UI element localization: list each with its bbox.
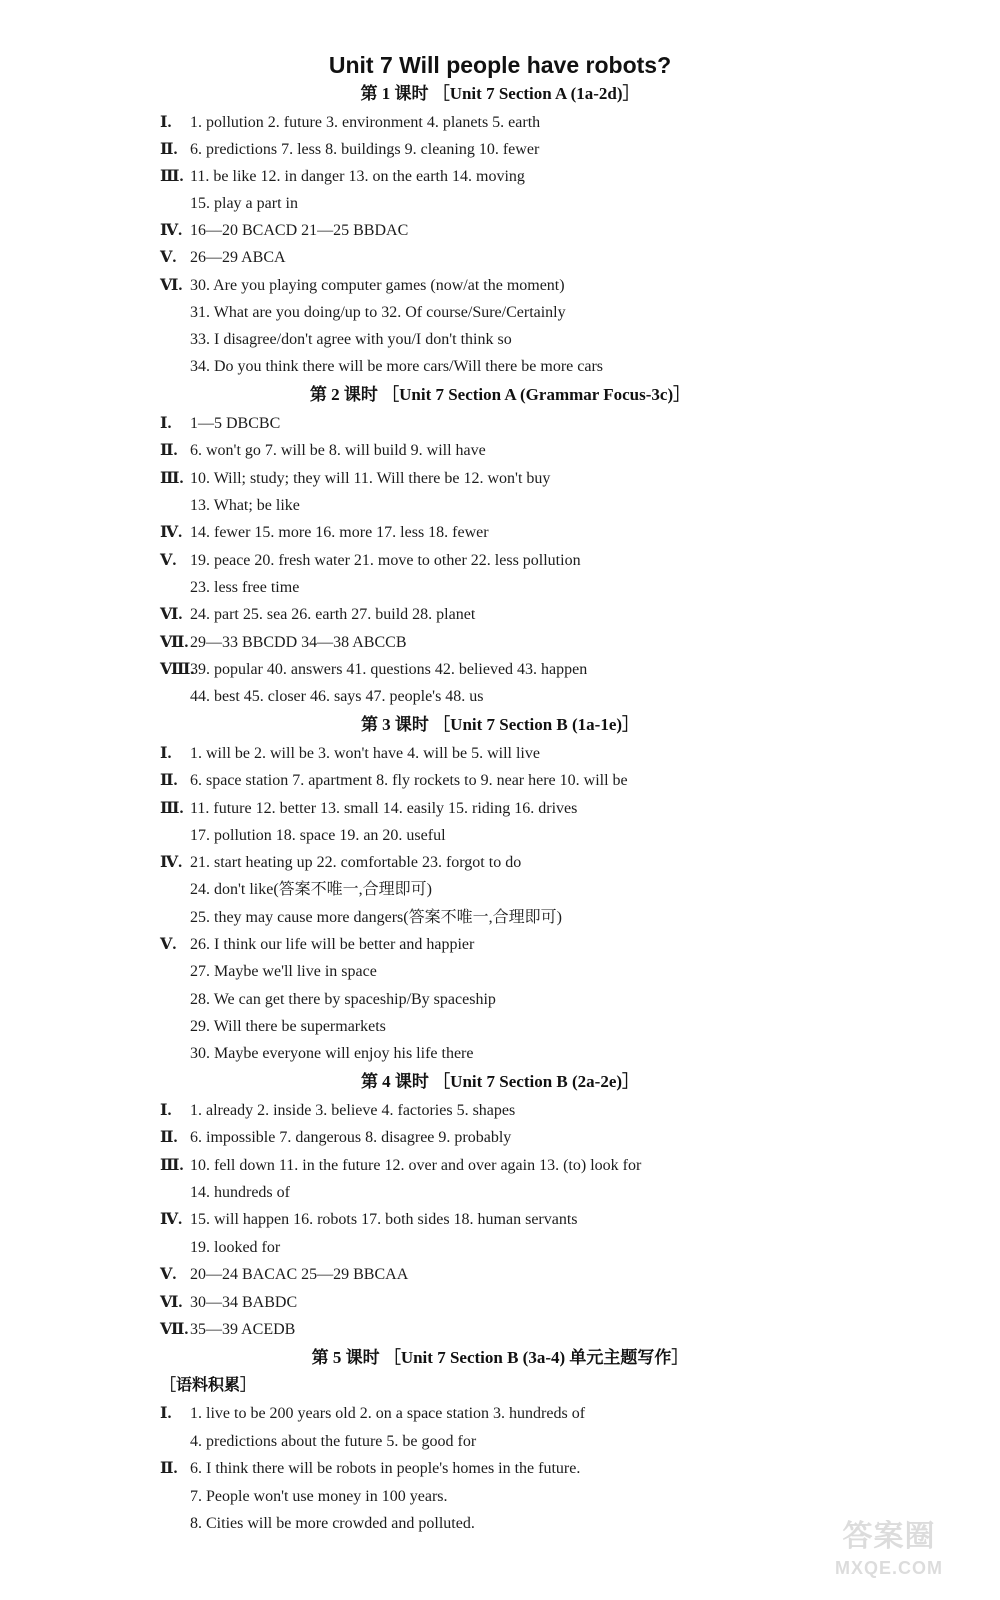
answer-line: 13. What; be like xyxy=(190,497,300,514)
answer-line: Ⅱ. 6. won't go 7. will be 8. will build 9. will have xyxy=(160,442,486,459)
answer-line: 31. What are you doing/up to 32. Of course/Sure/Certainly xyxy=(190,304,566,321)
answer-line: 27. Maybe we'll live in space xyxy=(190,963,377,980)
answer-line: Ⅵ. 24. part 25. sea 26. earth 27. build 28. planet xyxy=(160,606,476,623)
answer-line: 7. People won't use money in 100 years. xyxy=(190,1488,448,1505)
answer-line: Ⅴ. 19. peace 20. fresh water 21. move to other 22. less pollution xyxy=(160,552,581,569)
answer-line: Ⅰ. 1—5 DBCBC xyxy=(160,415,281,432)
answer-line: 30. Maybe everyone will enjoy his life there xyxy=(190,1045,474,1062)
lesson-1-heading: 第 1 课时 ［Unit 7 Section A (1a-2d)］ xyxy=(360,84,640,103)
watermark-line1: 答案圈 xyxy=(842,1520,936,1553)
answer-line: 24. don't like(答案不唯一,合理即可) xyxy=(190,881,432,898)
answer-line: 33. I disagree/don't agree with you/I don't think so xyxy=(190,331,512,348)
answer-line: Ⅱ. 6. predictions 7. less 8. buildings 9. cleaning 10. fewer xyxy=(160,141,540,158)
lesson-5-heading: 第 5 课时 ［Unit 7 Section B (3a-4) 单元主题写作］ xyxy=(311,1348,689,1367)
answer-line: Ⅱ. 6. impossible 7. dangerous 8. disagree 9. probably xyxy=(160,1129,512,1146)
lesson-3-heading: 第 3 课时 ［Unit 7 Section B (1a-1e)］ xyxy=(360,715,640,734)
answer-line: Ⅶ.35—39 ACEDB xyxy=(160,1321,296,1338)
answer-line: 34. Do you think there will be more cars/Will there be more cars xyxy=(190,358,603,375)
answer-line: Ⅰ. 1. already 2. inside 3. believe 4. factories 5. shapes xyxy=(160,1102,516,1119)
answer-line: Ⅶ.29—33 BBCDD 34—38 ABCCB xyxy=(160,634,407,651)
watermark-line2: MXQE.COM xyxy=(834,1558,944,1578)
answer-line: 25. they may cause more dangers(答案不唯一,合理即可) xyxy=(190,909,562,926)
answer-line: Ⅰ. 1. pollution 2. future 3. environment 4. planets 5. earth xyxy=(160,114,541,131)
answer-line: Ⅴ. 26—29 ABCA xyxy=(160,249,286,266)
answer-line: 44. best 45. closer 46. says 47. people's 48. us xyxy=(190,688,484,705)
answer-line: Ⅵ. 30. Are you playing computer games (now/at the moment) xyxy=(160,277,565,294)
answer-line: Ⅳ. 14. fewer 15. more 16. more 17. less 18. fewer xyxy=(160,524,489,541)
answer-line: 28. We can get there by spaceship/By spaceship xyxy=(190,991,496,1008)
answer-line: Ⅲ. 11. future 12. better 13. small 14. easily 15. riding 16. drives xyxy=(160,800,578,817)
answer-line: 19. looked for xyxy=(190,1239,281,1256)
answer-line: 29. Will there be supermarkets xyxy=(190,1018,386,1035)
page-title: Unit 7 Will people have robots? xyxy=(328,52,672,78)
answer-line: Ⅲ. 11. be like 12. in danger 13. on the earth 14. moving xyxy=(160,168,525,185)
answer-line: Ⅱ. 6. I think there will be robots in people's homes in the future. xyxy=(160,1460,581,1477)
answer-line: 14. hundreds of xyxy=(190,1184,290,1201)
lesson-2-heading: 第 2 课时 ［Unit 7 Section A (Grammar Focus-3c)］ xyxy=(309,385,691,404)
answer-line: Ⅷ.39. popular 40. answers 41. questions 42. believed 43. happen xyxy=(160,661,588,678)
answer-line: 23. less free time xyxy=(190,579,300,596)
answer-line: Ⅵ. 30—34 BABDC xyxy=(160,1294,298,1311)
lesson-4-heading: 第 4 课时 ［Unit 7 Section B (2a-2e)］ xyxy=(360,1072,640,1091)
answer-line: Ⅲ. 10. Will; study; they will 11. Will there be 12. won't buy xyxy=(160,470,551,487)
watermark-logo xyxy=(807,1512,972,1582)
answer-line: Ⅳ. 15. will happen 16. robots 17. both sides 18. human servants xyxy=(160,1211,578,1228)
answer-line: Ⅴ. 26. I think our life will be better and happier xyxy=(160,936,475,953)
answer-line: Ⅲ. 10. fell down 11. in the future 12. over and over again 13. (to) look for xyxy=(160,1157,642,1174)
corpus-subheading: ［语料积累］ xyxy=(160,1377,257,1394)
answer-line: Ⅰ. 1. live to be 200 years old 2. on a space station 3. hundreds of xyxy=(160,1405,586,1422)
answer-line: 17. pollution 18. space 19. an 20. useful xyxy=(190,827,446,844)
answer-line: 8. Cities will be more crowded and polluted. xyxy=(190,1515,475,1532)
answer-line: Ⅱ. 6. space station 7. apartment 8. fly rockets to 9. near here 10. will be xyxy=(160,772,628,789)
answer-line: Ⅳ. 16—20 BCACD 21—25 BBDAC xyxy=(160,222,409,239)
answer-line: Ⅴ. 20—24 BACAC 25—29 BBCAA xyxy=(160,1266,409,1283)
answer-line: 15. play a part in xyxy=(190,195,298,212)
answer-line: Ⅰ. 1. will be 2. will be 3. won't have 4. will be 5. will live xyxy=(160,745,540,762)
answer-line: Ⅳ. 21. start heating up 22. comfortable 23. forgot to do xyxy=(160,854,522,871)
answer-line: 4. predictions about the future 5. be good for xyxy=(190,1433,477,1450)
